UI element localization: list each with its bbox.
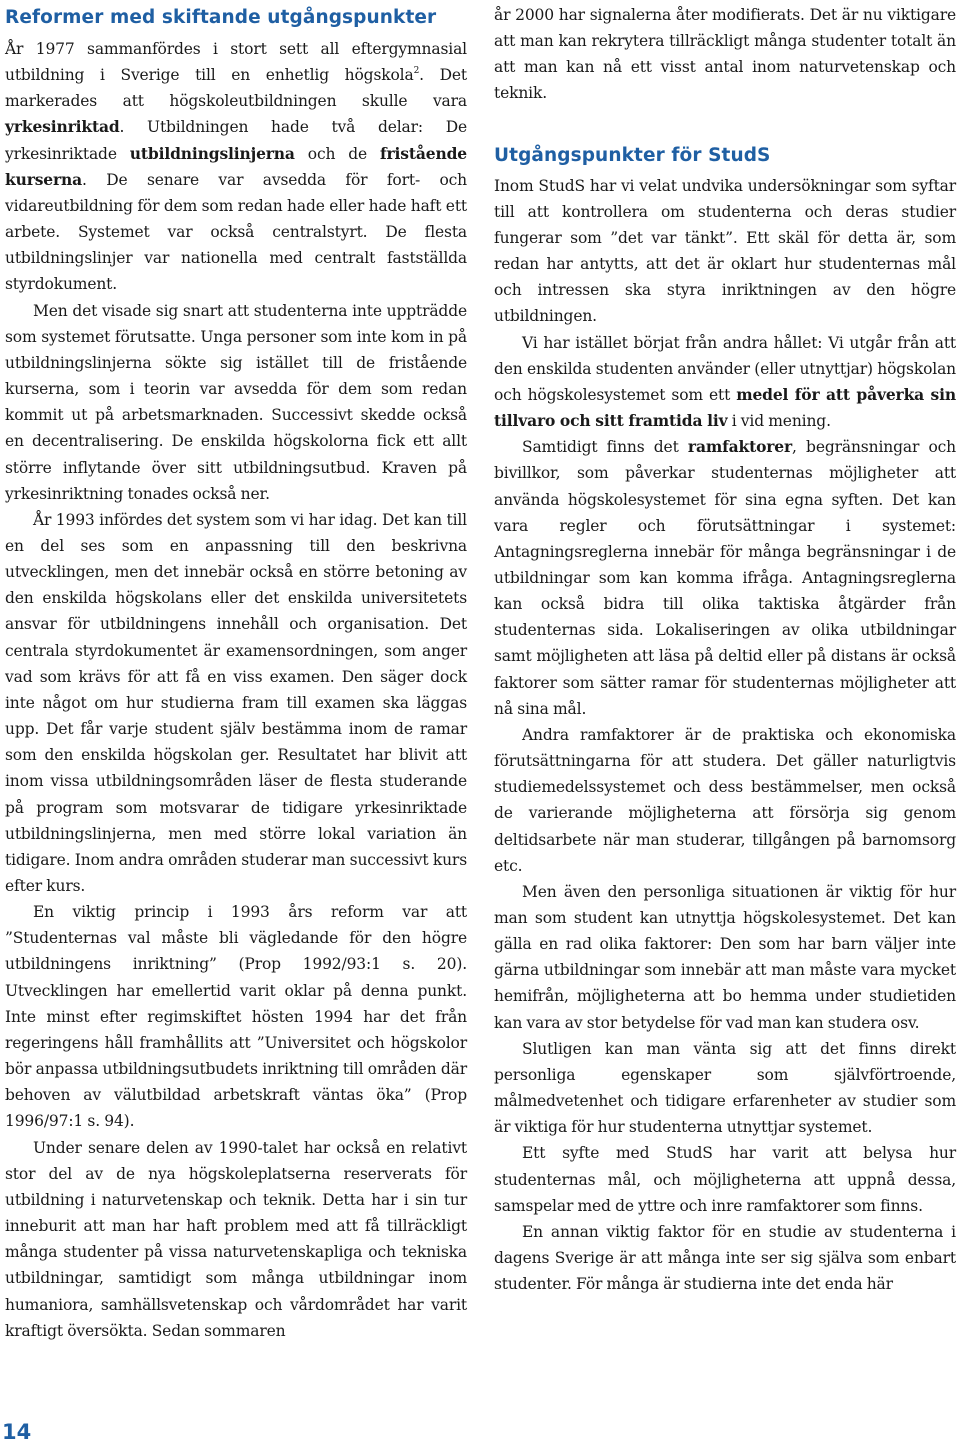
page-number: 14: [2, 1420, 32, 1444]
footnote-marker: 2: [413, 66, 420, 77]
paragraph: En annan viktig faktor för en studie av studenterna i dagens Sverige är att många inte ser sig själva som enbart studenter. För många är studierna inte det enda här: [494, 1222, 956, 1294]
paragraph: Under senare delen av 1990-talet har också en relativt stor del av de nya högskoleplatserna reserverats för utbildning i naturvetenskap och teknik. Detta har i sin tur inneburit att man har haft problem med att få tillräckligt många studenter på vissa naturvetenskapliga och tekniska utbildningar, samtidigt som många utbildningar inom humaniora, samhällsvetenskap och vårdområdet har varit kraftigt översökta. Sedan sommaren: [5, 1138, 467, 1340]
paragraph: Vi har istället börjat från andra hållet: Vi utgår från att den enskilda studenten använder (eller utnyttjar) högskolan och högskolesystemet som ett medel för att påverka sin tillvaro och sitt framtida liv i vid mening.: [494, 333, 956, 431]
paragraph: En viktig princip i 1993 års reform var att ”Studenternas val måste bli vägledande för den högre utbildningens inriktning” (Prop 1992/93:1 s. 20). Utvecklingen har emellertid varit oklar på denna punkt. Inte minst efter regimskiftet hösten 1994 har det från regeringens håll framhållits att ”Universitet och högskolor bör anpassa utbildningsutbudets inriktning till områden där behoven av välutbildad arbetskraft väntas öka” (Prop 1996/97:1 s. 94).: [5, 903, 467, 1131]
emphasis: yrkesinriktad: [5, 117, 120, 137]
paragraph: Men även den personliga situationen är viktig för hur man som student kan utnyttja högskolesystemet. Det kan gälla en rad olika faktorer: Den som har barn väljer inte gärna utbildningar som innebär att man måste vara mycket hemifrån, möjligheterna att bo hemma under studietiden kan vara av stor betydelse för vad man kan studera osv.: [494, 882, 956, 1032]
paragraph: År 1977 sammanfördes i stort sett all eftergymnasial utbildning i Sverige till en enhetlig högskola$^2$. Det markerades att högskoleutbildningen skulle vara yrkesinriktad. Utbildningen hade två delar: De yrkesinriktade utbildningslinjerna och de fristående kurserna. De senare var avsedda för fort- och vidareutbildning för dem som redan hade eller hade haft ett arbete. Systemet var också centralstyrt. De flesta utbildningslinjer var nationella med centralt fastställda styrdokument.: [5, 40, 467, 294]
section-heading-utgangspunkter: Utgångspunkter för StudS: [494, 144, 771, 166]
left-column: [5, 0, 467, 1344]
paragraph: Samtidigt finns det ramfaktorer, begränsningar och bivillkor, som påverkar studenternas möjligheter att använda högskolesystemet för sina egna syften. Det kan vara regler och förutsättningar i systemet: Antagningsreglerna innebär för många begränsningar i de utbildningar som kan komma ifråga. Antagningsreglerna kan också bidra till olika taktiska åtgärder från studenternas sida. Lokaliseringen av olika utbildningar samt möjligheten att läsa på deltid eller på distans är också faktorer som sätter ramar för studenternas möjligheter att nå sina mål.: [494, 437, 957, 718]
emphasis: utbildningslinjerna: [129, 143, 295, 163]
paragraph: Slutligen kan man vänta sig att det finns direkt personliga egenskaper som självförtroende, målmedvetenhet och tidigare erfarenheter av studier som är viktiga för hur studenterna utnyttjar systemet.: [494, 1039, 956, 1137]
emphasis: fristående kurserna: [5, 143, 467, 189]
paragraph: År 1993 infördes det system som vi har idag. Det kan till en del ses som en anpassning till den beskrivna utvecklingen, men det innebär också en större betoning av den enskilda högskolans eller det enskilda universitetets ansvar för utbildningens innehåll och organisation. Det centrala styrdokumentet är examensordningen, som anger vad som krävs för att få en viss examen. Den säger dock inte något om hur studierna fram till examen ska läggas upp. Det får varje student själv bestämma inom de ramar som den enskilda högskolan ger. Resultatet har blivit att inom vissa utbildningsområden läser de flesta studerande på program som motsvarar de tidigare yrkesinriktade utbildningslinjerna, men med större lokal variation än tidigare. Inom andra områden studerar man successivt kurs efter kurs.: [5, 510, 467, 895]
right-column: [494, 0, 956, 1297]
paragraph: Inom StudS har vi velat undvika undersökningar som syftar till att kontrollera om studenterna och deras studier fungerar som ”det var tänkt”. Ett skäl för detta är, som redan har antytts, att det är oklart hur studenternas mål och intressen ska styra inriktningen av den högre utbildningen.: [494, 176, 956, 326]
section-heading-reformer: Reformer med skiftande utgångspunkter: [5, 7, 437, 28]
paragraph: år 2000 har signalerna åter modifierats. Det är nu viktigare att man kan rekrytera tillräckligt många studenter totalt än att man kan nå ett visst antal inom naturvetenskap och teknik.: [494, 6, 956, 103]
emphasis: ramfaktorer: [687, 437, 793, 457]
paragraph: Ett syfte med StudS har varit att belysa hur studenternas mål, och möjligheterna att uppnå dessa, samspelar med de yttre och inre ramfaktorer som finns.: [494, 1144, 956, 1215]
paragraph: Men det visade sig snart att studenterna inte uppträdde som systemet förutsatte. Unga personer som inte kom in på utbildningslinjerna sökte sig istället till de fristående kurserna, som i teorin var avsedda för dem som redan kommit ut på arbetsmarknaden. Successivt skedde också en decentralisering. De enskilda högskolorna fick ett allt större inflytande över sitt utbildningsutbud. Kraven på yrkesinriktning tonades också ner.: [5, 301, 467, 503]
paragraph: Andra ramfaktorer är de praktiska och ekonomiska förutsättningarna för att studera. Det gäller naturligtvis studiemedelssystemet och dess bestämmelser, men också de varierande möjligheterna att försörja sig genom deltidsarbete när man studerar, tillgången på barnomsorg etc.: [494, 725, 956, 875]
emphasis: medel för att påverka sin tillvaro och sitt framtida liv: [494, 384, 956, 431]
